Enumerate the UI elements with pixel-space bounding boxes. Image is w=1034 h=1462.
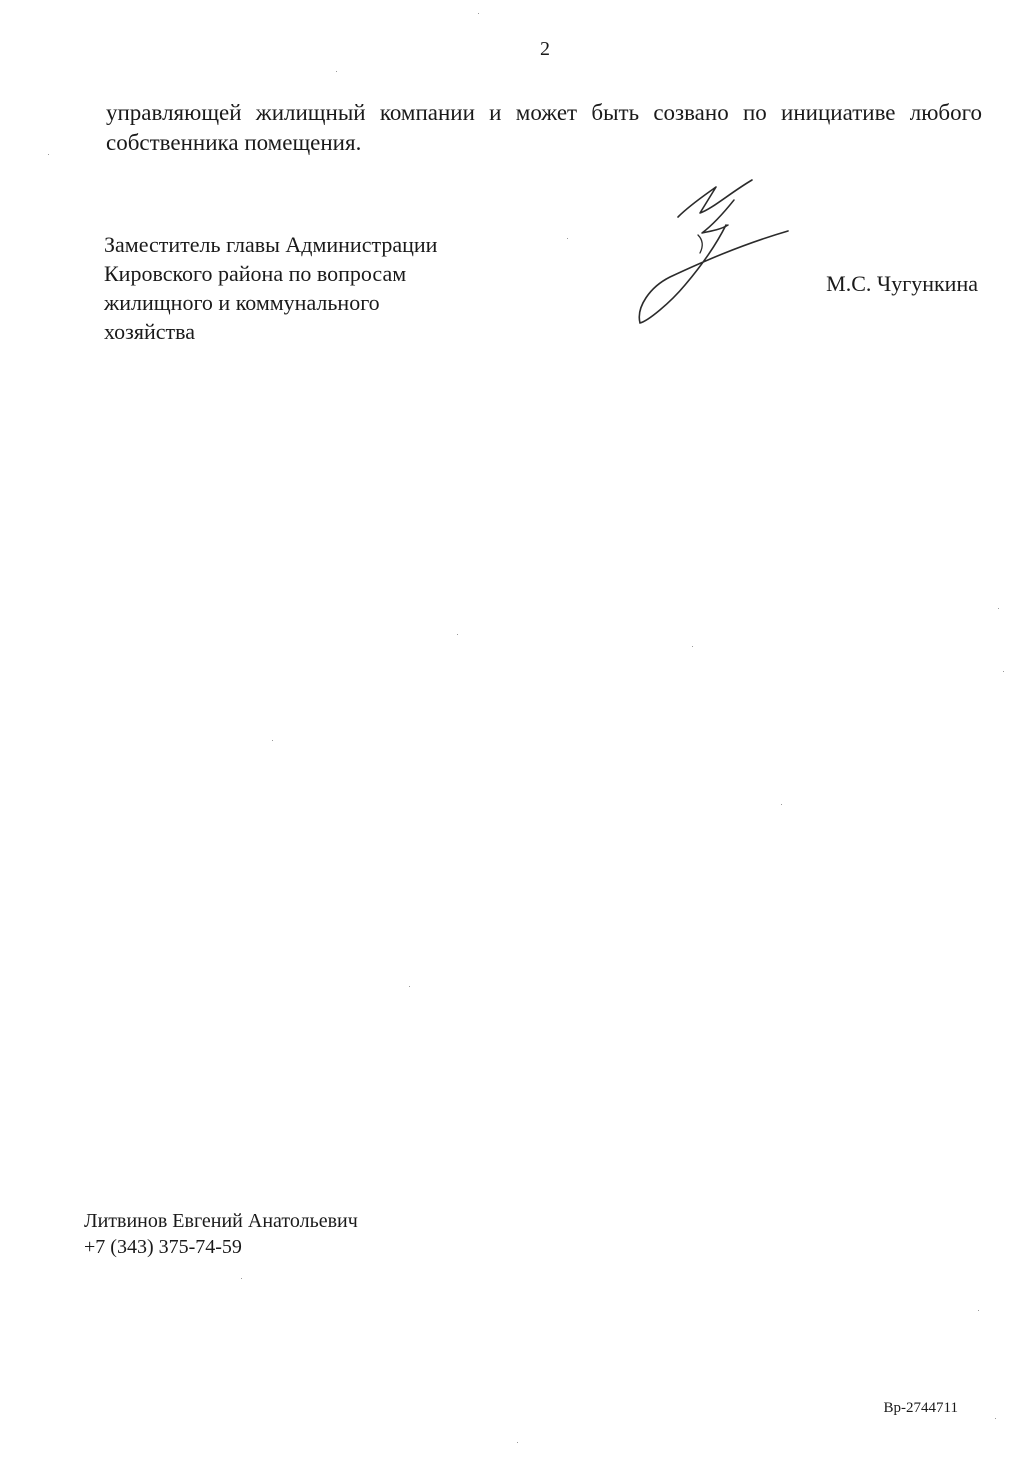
scan-speck xyxy=(241,1278,242,1279)
scan-speck xyxy=(567,238,568,239)
signatory-name: М.С. Чугункина xyxy=(826,271,978,296)
scan-speck xyxy=(478,13,479,14)
scan-speck xyxy=(336,71,337,72)
scan-speck xyxy=(1003,671,1004,672)
scan-speck xyxy=(517,1442,518,1443)
registration-number: Вр-2744711 xyxy=(883,1400,958,1416)
signatory-position xyxy=(104,230,437,346)
scan-speck xyxy=(998,608,999,609)
scan-speck xyxy=(272,740,273,741)
scan-speck xyxy=(48,154,49,155)
position-line: Кировского района по вопросам xyxy=(104,261,407,286)
scan-speck xyxy=(995,1418,996,1419)
scan-speck xyxy=(457,634,458,635)
executor-name: Литвинов Евгений Анатольевич xyxy=(84,1210,358,1232)
position-line: Заместитель главы Администрации xyxy=(104,232,438,257)
position-line: жилищного и коммунального xyxy=(104,290,380,315)
position-line: хозяйства xyxy=(104,319,195,344)
handwritten-signature xyxy=(630,175,800,330)
body-line: собственника помещения. xyxy=(106,130,362,155)
executor-block xyxy=(84,1208,358,1260)
body-line: управляющей жилищный компании и может быть созвано по инициативе любого xyxy=(106,100,982,125)
executor-phone: +7 (343) 375-74-59 xyxy=(84,1236,242,1258)
scan-speck xyxy=(781,804,782,805)
scan-speck xyxy=(978,1310,979,1311)
page-number: 2 xyxy=(540,38,550,60)
scan-speck xyxy=(409,986,410,987)
body-paragraph xyxy=(106,98,982,158)
scan-speck xyxy=(692,646,693,647)
